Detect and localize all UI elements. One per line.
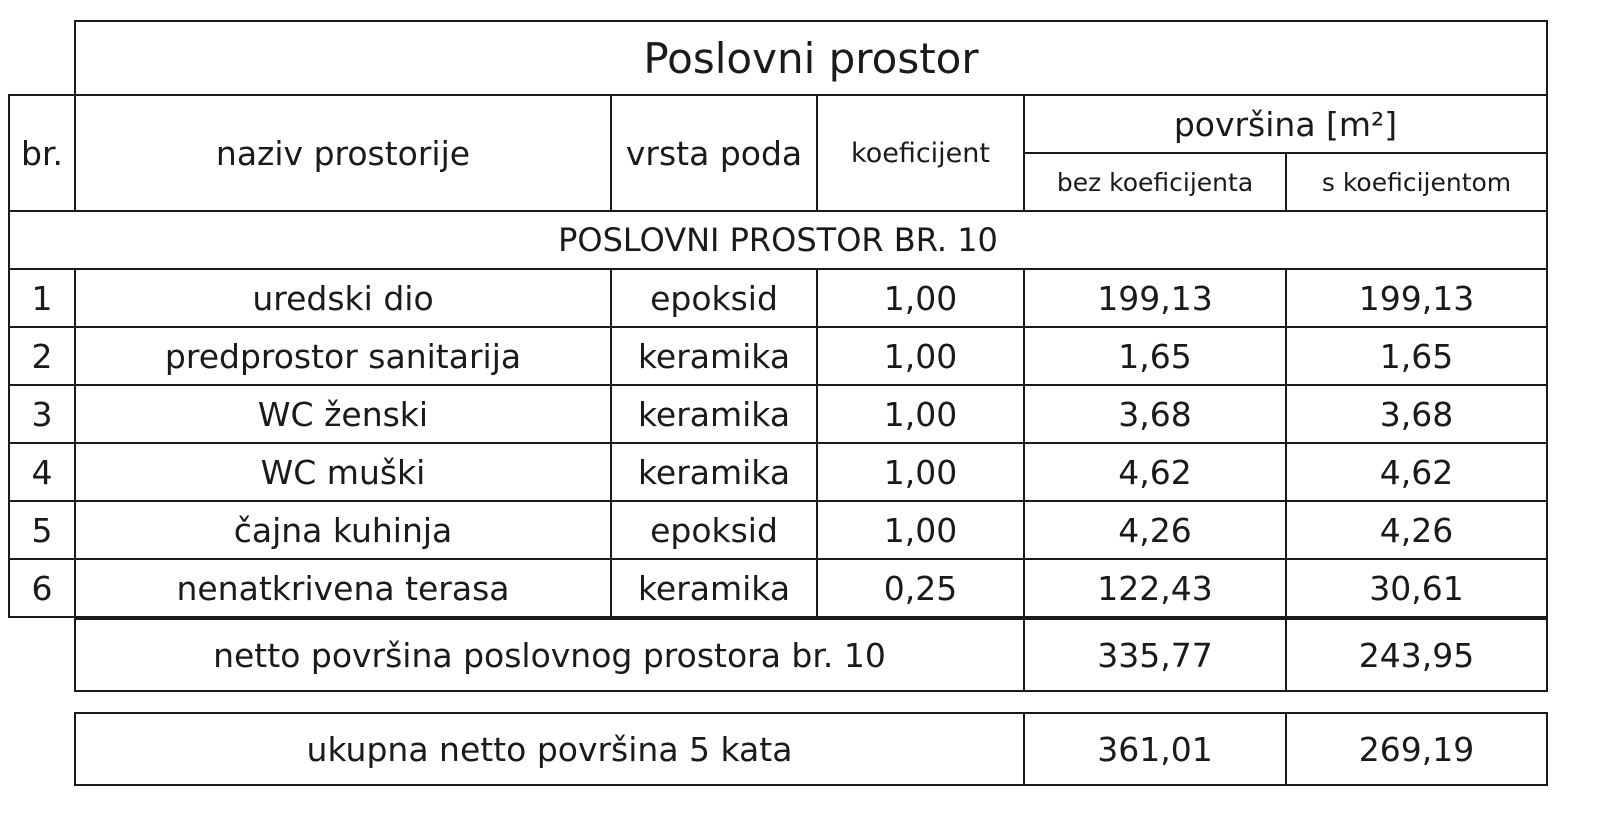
cell-br: 3 — [8, 384, 76, 444]
cell-s-koeficijentom: 4,26 — [1285, 500, 1548, 560]
cell-br: 6 — [8, 558, 76, 618]
netto-s-koeficijentom: 243,95 — [1285, 618, 1548, 692]
cell-vrsta-poda: keramika — [610, 442, 818, 502]
cell-naziv-prostorije: WC ženski — [74, 384, 612, 444]
section-title: POSLOVNI PROSTOR BR. 10 — [8, 210, 1548, 270]
cell-koeficijent: 1,00 — [816, 384, 1025, 444]
ukupno-label: ukupna netto površina 5 kata — [74, 712, 1025, 786]
cell-s-koeficijentom: 4,62 — [1285, 442, 1548, 502]
cell-br: 4 — [8, 442, 76, 502]
cell-vrsta-poda: keramika — [610, 558, 818, 618]
cell-koeficijent: 1,00 — [816, 500, 1025, 560]
header-bez-koeficijenta: bez koeficijenta — [1023, 152, 1287, 212]
cell-bez-koeficijenta: 122,43 — [1023, 558, 1287, 618]
header-vrsta-poda: vrsta poda — [610, 94, 818, 212]
netto-bez-koeficijenta: 335,77 — [1023, 618, 1287, 692]
table-title: Poslovni prostor — [74, 20, 1548, 96]
cell-vrsta-poda: epoksid — [610, 500, 818, 560]
header-povrsina: površina [m²] — [1023, 94, 1548, 154]
cell-br: 1 — [8, 268, 76, 328]
cell-bez-koeficijenta: 1,65 — [1023, 326, 1287, 386]
cell-s-koeficijentom: 30,61 — [1285, 558, 1548, 618]
cell-bez-koeficijenta: 3,68 — [1023, 384, 1287, 444]
cell-bez-koeficijenta: 4,26 — [1023, 500, 1287, 560]
cell-naziv-prostorije: predprostor sanitarija — [74, 326, 612, 386]
cell-naziv-prostorije: WC muški — [74, 442, 612, 502]
cell-naziv-prostorije: uredski dio — [74, 268, 612, 328]
cell-s-koeficijentom: 1,65 — [1285, 326, 1548, 386]
cell-bez-koeficijenta: 4,62 — [1023, 442, 1287, 502]
cell-vrsta-poda: keramika — [610, 326, 818, 386]
cell-br: 2 — [8, 326, 76, 386]
ukupno-bez-koeficijenta: 361,01 — [1023, 712, 1287, 786]
cell-koeficijent: 1,00 — [816, 268, 1025, 328]
cell-s-koeficijentom: 199,13 — [1285, 268, 1548, 328]
header-naziv-prostorije: naziv prostorije — [74, 94, 612, 212]
cell-vrsta-poda: keramika — [610, 384, 818, 444]
header-koeficijent: koeficijent — [816, 94, 1025, 212]
header-br: br. — [8, 94, 76, 212]
cell-naziv-prostorije: čajna kuhinja — [74, 500, 612, 560]
ukupno-s-koeficijentom: 269,19 — [1285, 712, 1548, 786]
cell-bez-koeficijenta: 199,13 — [1023, 268, 1287, 328]
header-s-koeficijentom: s koeficijentom — [1285, 152, 1548, 212]
cell-koeficijent: 0,25 — [816, 558, 1025, 618]
cell-koeficijent: 1,00 — [816, 326, 1025, 386]
cell-naziv-prostorije: nenatkrivena terasa — [74, 558, 612, 618]
cell-s-koeficijentom: 3,68 — [1285, 384, 1548, 444]
cell-koeficijent: 1,00 — [816, 442, 1025, 502]
netto-label: netto površina poslovnog prostora br. 10 — [74, 618, 1025, 692]
cell-vrsta-poda: epoksid — [610, 268, 818, 328]
cell-br: 5 — [8, 500, 76, 560]
